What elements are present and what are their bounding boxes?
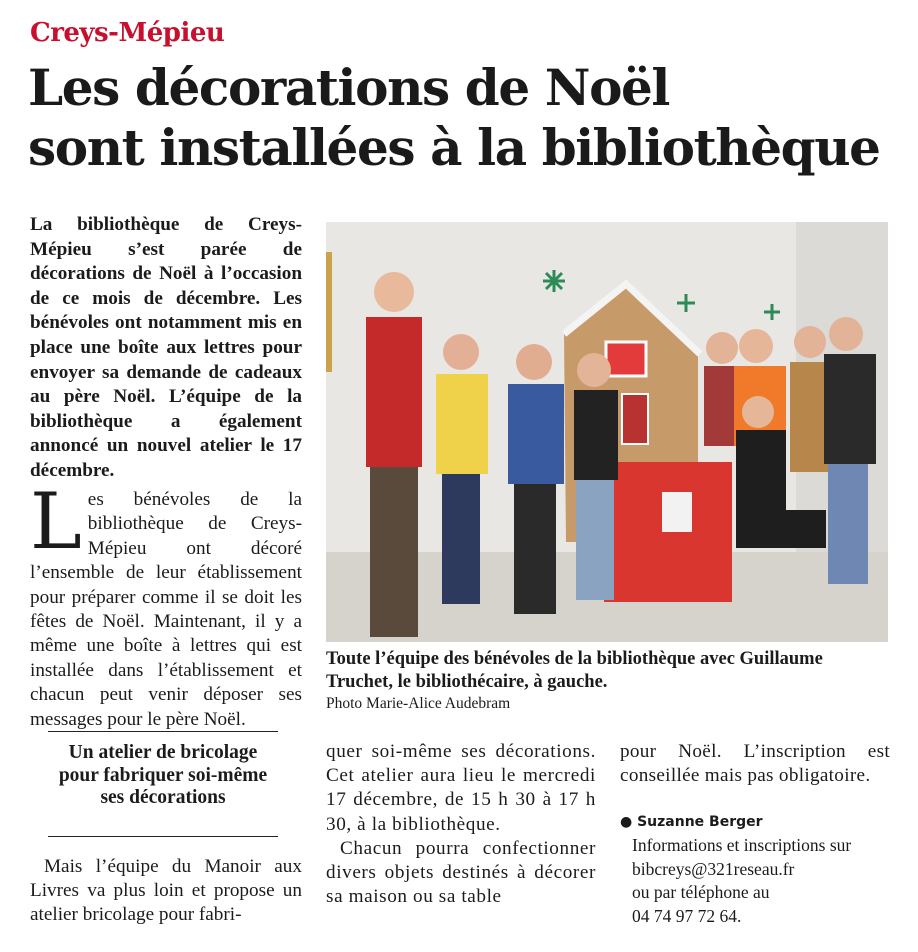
info-line-1: Informations et inscriptions sur <box>632 835 852 855</box>
drop-cap: L <box>30 477 82 567</box>
headline <box>28 58 908 178</box>
group-photo-illustration <box>326 222 888 642</box>
author-byline <box>620 814 763 830</box>
info-line-3: ou par téléphone au <box>632 882 770 902</box>
body-paragraph-2-start: Mais l’équipe du Manoir aux Livres va plus loin et propose un atelier bricolage pour fabri- <box>30 856 302 926</box>
body-column-2 <box>326 740 596 909</box>
body-paragraph-3: Chacun pourra confectionner divers objets destinés à décorer sa maison ou sa table <box>326 837 596 908</box>
info-phone: 04 74 97 72 64. <box>632 905 742 926</box>
body-column-3 <box>620 740 890 788</box>
info-box <box>632 834 902 928</box>
lead-paragraph: La bibliothèque de Creys-Mépieu s’est parée de décorations de Noël à l’occasion de ce mois de décembre. Les bénévoles ont notamment mis en place une boîte aux lettres pour envoyer sa demande de cadeaux au père Noël. L’équipe de la bibliothèque a également annoncé un nouvel atelier le 17 décembre. <box>30 214 302 481</box>
info-email: bibcreys@321reseau.fr <box>632 858 795 879</box>
body-paragraph-3-end: pour Noël. L’inscription est conseillée mais pas obligatoire. <box>620 741 890 787</box>
body-paragraph-1 <box>30 477 302 732</box>
subhead: Un atelier de bricolage pour fabriquer soi-même ses décorations <box>58 742 268 808</box>
photo-caption: Toute l’équipe des bénévoles de la bibliothèque avec Guillaume Truchet, le bibliothécaire, à gauche. <box>326 649 823 692</box>
headline-line-1: Les décorations de Noël <box>28 58 670 117</box>
body-paragraph-2-end: quer soi-même ses décorations. Cet atelier aura lieu le mercredi 17 décembre, de 15 h 30 à 17 h 30, à la bibliothèque. <box>326 741 596 835</box>
photo-credit: Photo Marie-Alice Audebram <box>326 695 511 712</box>
body-paragraph-1-text: es bénévoles de la bibliothèque de Creys-Mépieu ont décoré l’ensemble de leur établissement pour préparer comme il se doit les fêtes de Noël. Maintenant, il y a même une boîte à lettres qui est installée dans l’établissement et chacun peut venir déposer ses messages pour le père Noël. <box>30 489 302 730</box>
kicker-town: Creys-Mépieu <box>30 18 225 48</box>
bullet-icon: ● <box>620 814 633 830</box>
headline-line-2: sont installées à la bibliothèque <box>28 118 880 177</box>
group-photo <box>326 222 888 642</box>
subhead-rule-bottom <box>48 836 278 837</box>
subhead-rule-top <box>48 731 278 732</box>
author-name: Suzanne Berger <box>637 814 763 830</box>
